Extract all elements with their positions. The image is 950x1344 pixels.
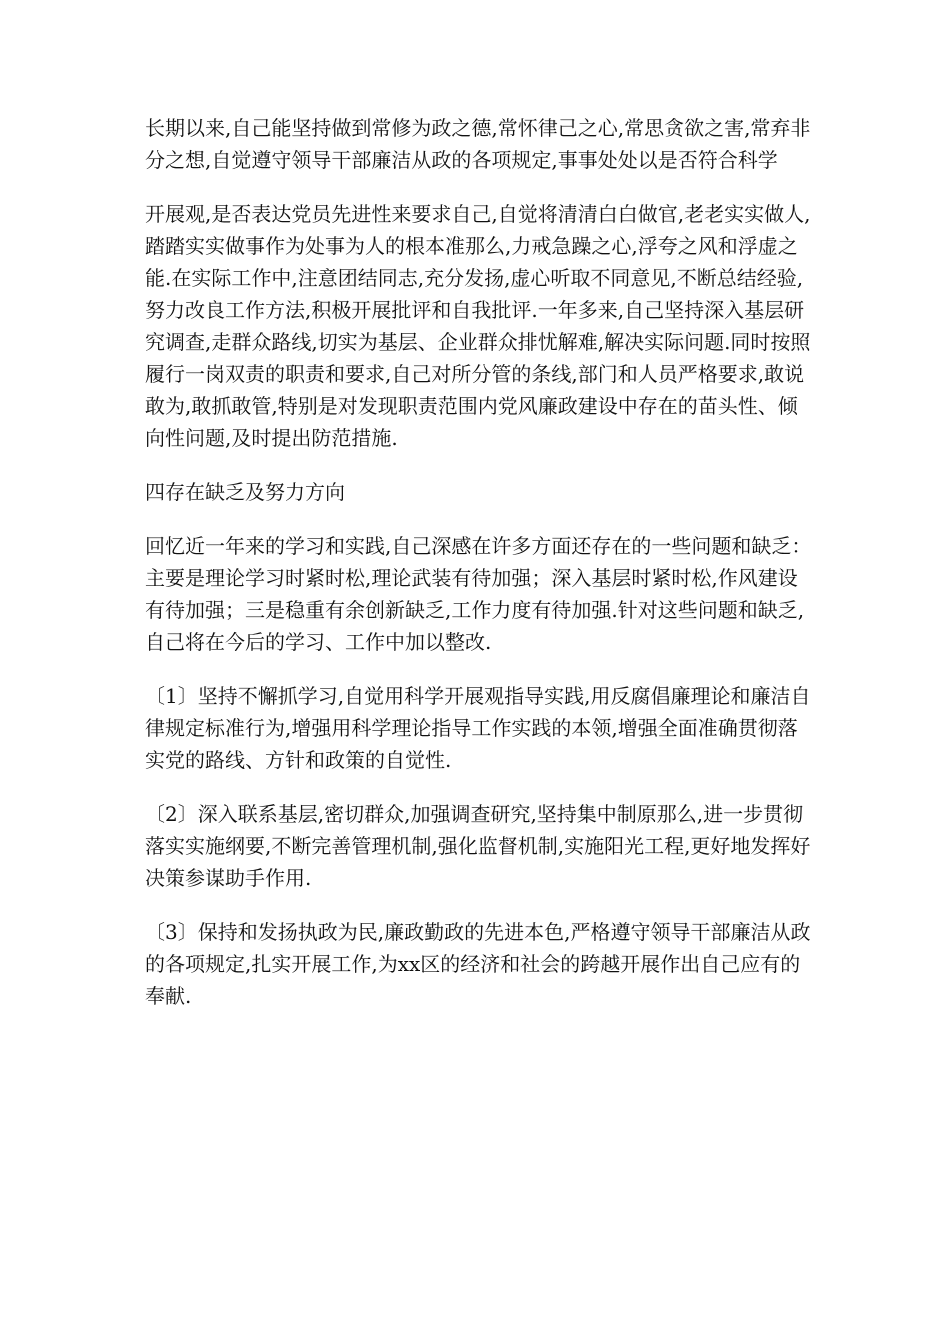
document-body bbox=[145, 112, 815, 1034]
list-item-2: 〔2〕深入联系基层,密切群众,加强调查研究,坚持集中制原那么,进一步贯彻落实实施纲要,不断完善管理机制,强化监督机制,实施阳光工程,更好地发挥好决策参谋助手作用. bbox=[145, 802, 811, 890]
paragraph-development-view: 开展观,是否表达党员先进性来要求自己,自觉将清清白白做官,老老实实做人,踏踏实实做事作为处事为人的根本准那么,力戒急躁之心,浮夸之风和浮虚之能.在实际工作中,注意团结同志,充分发扬,虚心听取不同意见,不断总结经验,努力改良工作方法,积极开展批评和自我批评.一年多来,自己坚持深入基层研究调查,走群众路线,切实为基层、企业群众排忧解难,解决实际问题.同时按照履行一岗双责的职责和要求,自己对所分管的条线,部门和人员严格要求,敢说敢为,敢抓敢管,特别是对发现职责范围内党风廉政建设中存在的苗头性、倾向性问题,及时提出防范措施. bbox=[145, 202, 811, 450]
list-item-3: 〔3〕保持和发扬执政为民,廉政勤政的先进本色,严格遵守领导干部廉洁从政的各项规定,扎实开展工作,为xx区的经济和社会的跨越开展作出自己应有的奉献. bbox=[145, 920, 811, 1008]
paragraph-intro: 长期以来,自己能坚持做到常修为政之德,常怀律己之心,常思贪欲之害,常弃非分之想,自觉遵守领导干部廉洁从政的各项规定,事事处处以是否符合科学 bbox=[145, 116, 811, 172]
list-item-1: 〔1〕坚持不懈抓学习,自觉用科学开展观指导实践,用反腐倡廉理论和廉洁自律规定标准行为,增强用科学理论指导工作实践的本领,增强全面准确贯彻落实党的路线、方针和政策的自觉性. bbox=[145, 684, 811, 772]
section-heading: 四存在缺乏及努力方向 bbox=[145, 480, 345, 504]
paragraph-review: 回忆近一年来的学习和实践,自己深感在许多方面还存在的一些问题和缺乏：主要是理论学习时紧时松,理论武装有待加强；深入基层时紧时松,作风建设有待加强；三是稳重有余创新缺乏,工作力度有待加强.针对这些问题和缺乏,自己将在今后的学习、工作中加以整改. bbox=[145, 534, 812, 654]
